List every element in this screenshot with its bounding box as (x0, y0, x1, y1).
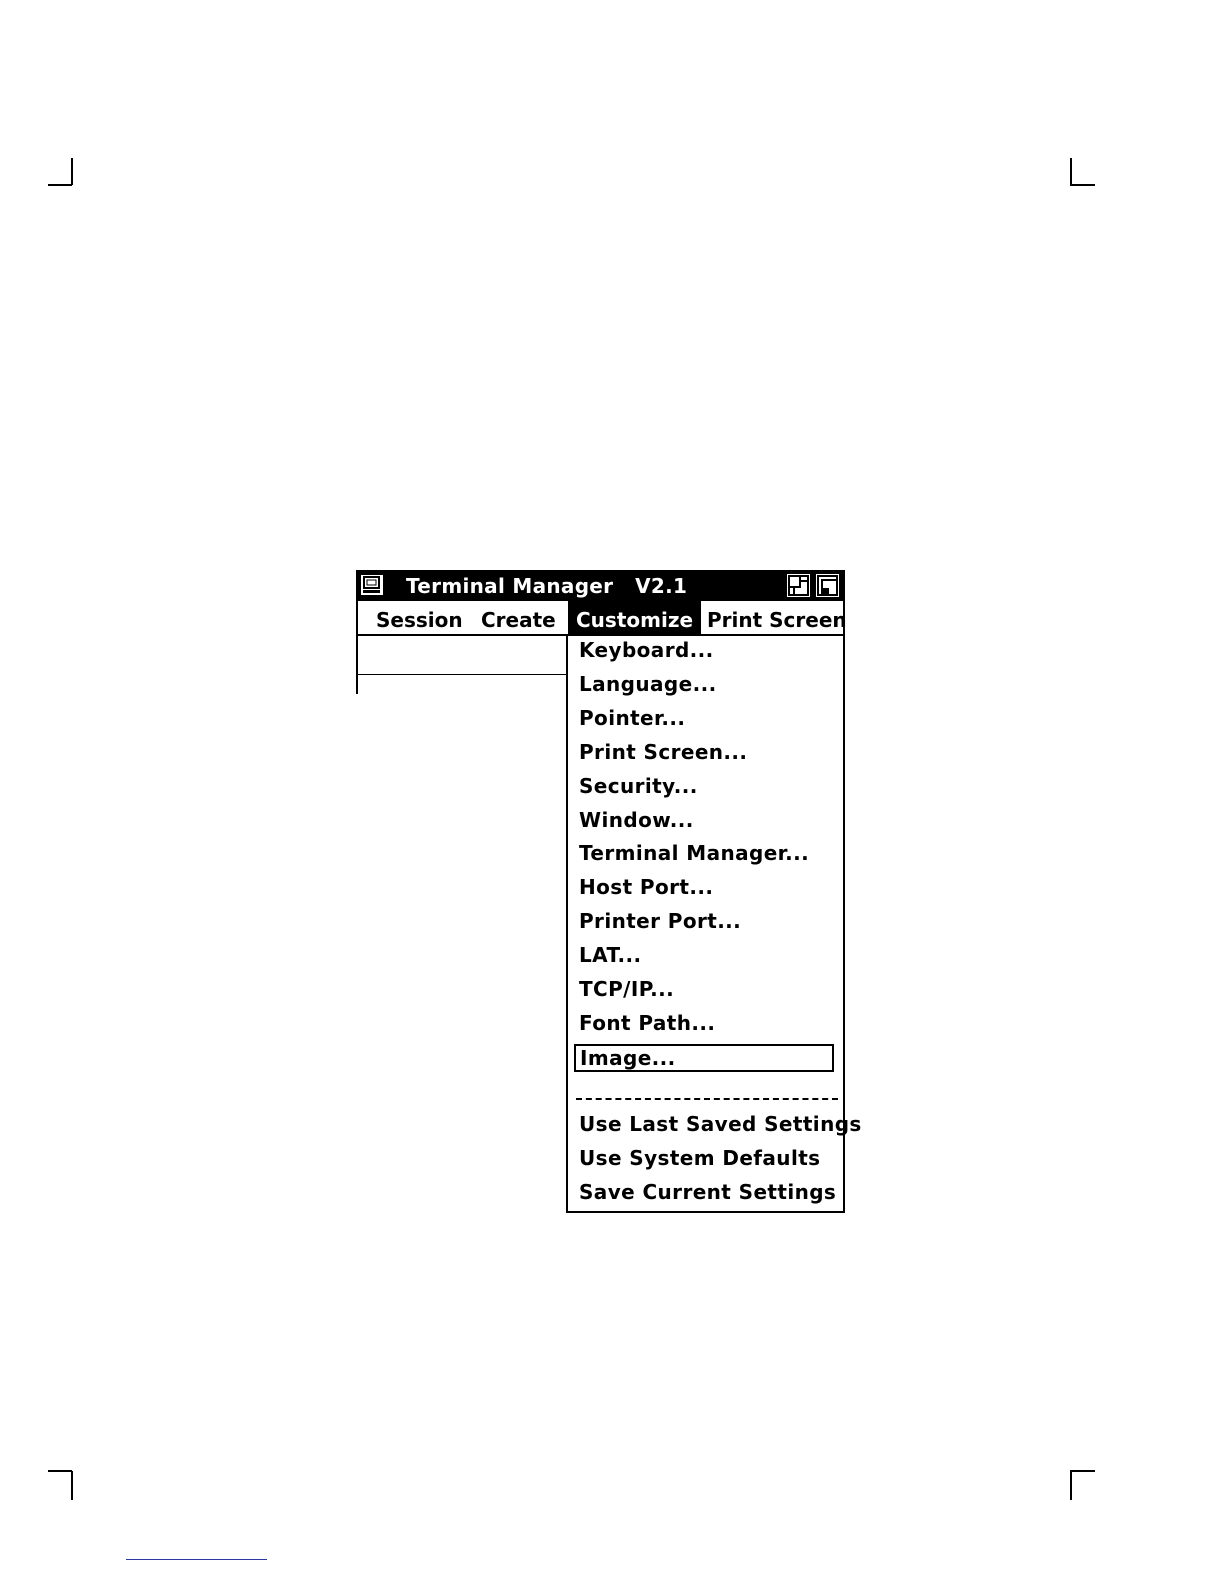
crop-mark-top-left (48, 184, 72, 186)
menu-item-use-last-saved-settings[interactable]: Use Last Saved Settings (579, 1112, 862, 1136)
menu-item-print-screen[interactable]: Print Screen... (579, 740, 748, 764)
menu-create[interactable]: Create (481, 608, 556, 632)
divider (358, 674, 570, 675)
menu-print-screen[interactable]: Print Screen (707, 608, 847, 632)
menu-item-pointer[interactable]: Pointer... (579, 706, 686, 730)
menu-customize[interactable]: Customize (568, 601, 701, 634)
crop-mark-bottom-left (71, 1471, 73, 1500)
maximize-icon[interactable] (815, 573, 840, 598)
menu-item-keyboard[interactable]: Keyboard... (579, 638, 714, 662)
system-menu-icon[interactable] (360, 574, 384, 596)
menu-item-use-system-defaults[interactable]: Use System Defaults (579, 1146, 821, 1170)
crop-mark-bottom-right (1070, 1471, 1072, 1500)
crop-mark-bottom-left (48, 1470, 72, 1472)
session-area (356, 636, 568, 694)
menu-item-printer-port[interactable]: Printer Port... (579, 909, 742, 933)
menu-item-window[interactable]: Window... (579, 808, 694, 832)
menu-item-image[interactable]: Image... (574, 1044, 834, 1072)
minimize-icon[interactable] (786, 573, 811, 598)
menu-bar (356, 601, 845, 636)
title-bar[interactable] (356, 570, 845, 601)
menu-item-save-current-settings[interactable]: Save Current Settings (579, 1180, 837, 1204)
crop-mark-top-left (71, 158, 73, 185)
crop-mark-top-right (1070, 158, 1072, 185)
menu-session[interactable]: Session (376, 608, 463, 632)
crop-mark-bottom-right (1070, 1470, 1095, 1472)
customize-menu (566, 636, 862, 1213)
menu-item-tcp-ip[interactable]: TCP/IP... (579, 977, 675, 1001)
menu-item-security[interactable]: Security... (579, 774, 698, 798)
menu-item-host-port[interactable]: Host Port... (579, 875, 714, 899)
crop-mark-top-right (1070, 184, 1095, 186)
menu-separator (576, 1098, 838, 1100)
menu-item-language[interactable]: Language... (579, 672, 717, 696)
window-title: Terminal Manager V2.1 (406, 574, 688, 598)
menu-item-font-path[interactable]: Font Path... (579, 1011, 716, 1035)
menu-item-lat[interactable]: LAT... (579, 943, 642, 967)
menu-item-terminal-manager[interactable]: Terminal Manager... (579, 841, 810, 865)
footer-rule (126, 1559, 267, 1560)
